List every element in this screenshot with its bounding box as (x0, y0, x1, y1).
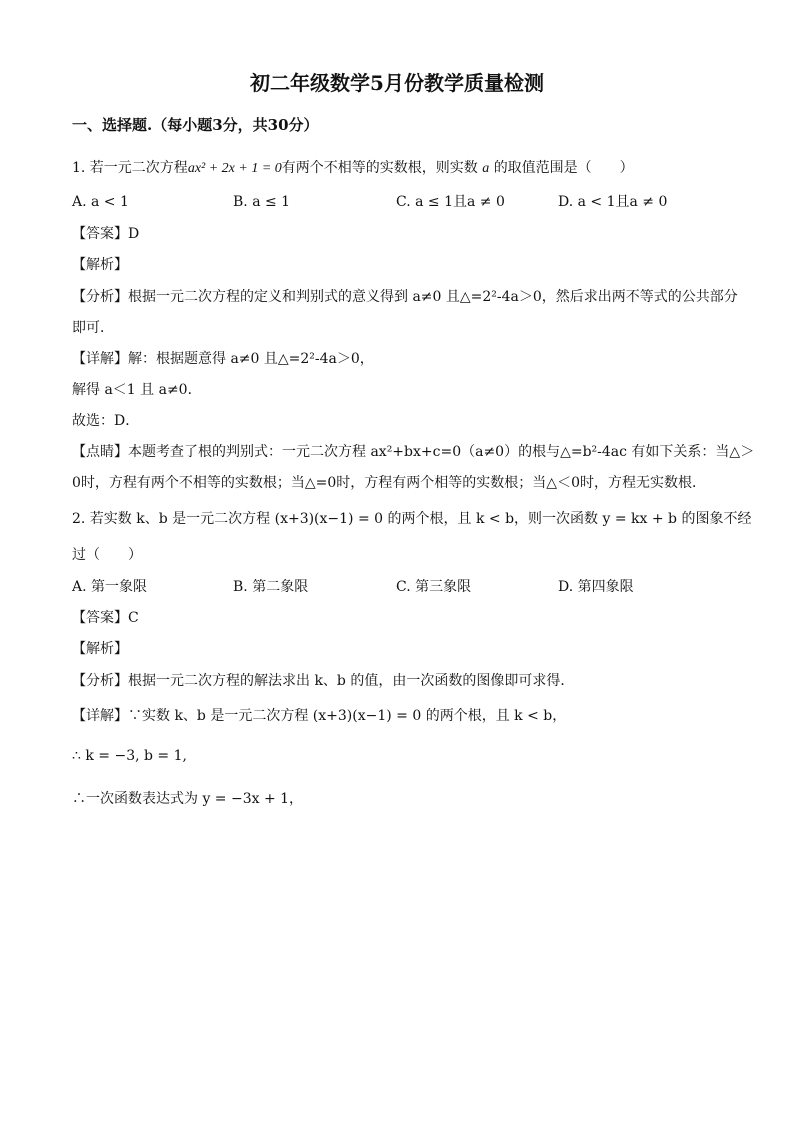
q1-answer: 【答案】D (72, 226, 140, 242)
q1-xiangjie-line1: 【详解】解：根据题意得 a≠0 且△=2²-4a＞0， (72, 351, 374, 367)
q1-stem-var: a (482, 161, 490, 176)
q1-dianjing-line1: 【点睛】本题考查了根的判别式：一元二次方程 ax²+bx+c=0（a≠0）的根与△=b²-4ac 有如下关系：当△＞ (72, 444, 755, 460)
q1-stem-end: 的取值范围是（ ） (493, 160, 634, 176)
q2-option-b: B. 第二象限 (233, 579, 309, 595)
q2-xiangjie-line1: 【详解】∵实数 k、b 是一元二次方程 (x+3)(x−1) = 0 的两个根，且 k < b， (72, 708, 567, 724)
q1-stem-pre: 1. 若一元二次方程 (72, 160, 188, 176)
q1-option-a: A. a < 1 (72, 194, 129, 210)
q2-analysis-tag: 【解析】 (72, 641, 128, 657)
q1-option-d: D. a < 1且a ≠ 0 (558, 194, 668, 210)
page-title: 初二年级数学5月份教学质量检测 (250, 71, 544, 95)
q1-xiangjie-line3: 故选：D． (72, 413, 140, 429)
q2-stem-line1: 2. 若实数 k、b 是一元二次方程 (x+3)(x−1) = 0 的两个根，且 k < b，则一次函数 y = kx + b 的图象不经 (72, 511, 752, 527)
q1-option-c: C. a ≤ 1且a ≠ 0 (396, 194, 505, 210)
q2-option-d: D. 第四象限 (558, 579, 634, 595)
q1-dianjing-line2: 0时，方程有两个不相等的实数根；当△=0时，方程有两个相等的实数根；当△＜0时，方程无实数根． (72, 475, 706, 491)
q2-xiangjie-line3: ∴一次函数表达式为 y = −3x + 1， (72, 791, 304, 807)
q1-xiangjie-line2: 解得 a＜1 且 a≠0． (72, 382, 202, 398)
q2-option-a: A. 第一象限 (72, 579, 148, 595)
q2-xiangjie-line2: ∴ k = −3, b = 1, (72, 748, 187, 764)
section-heading: 一、选择题.（每小题3分，共30分） (72, 116, 319, 134)
q1-fenxi-line2: 即可． (72, 320, 114, 336)
q1-option-b: B. a ≤ 1 (233, 194, 291, 210)
q2-stem-line2: 过（ ） (72, 547, 142, 563)
q2-answer: 【答案】C (72, 610, 139, 626)
q2-option-c: C. 第三象限 (396, 579, 472, 595)
q1-fenxi-line1: 【分析】根据一元二次方程的定义和判别式的意义得到 a≠0 且△=2²-4a＞0，然后求出两不等式的公共部分 (72, 289, 738, 305)
q2-fenxi: 【分析】根据一元二次方程的解法求出 k、b 的值，由一次函数的图像即可求得． (72, 673, 575, 689)
q1-stem-post: 有两个不相等的实数根，则实数 (281, 160, 478, 176)
q1-analysis-tag: 【解析】 (72, 257, 128, 273)
q1-stem (72, 158, 634, 179)
q1-stem-math: ax² + 2x + 1 = 0 (187, 161, 282, 176)
